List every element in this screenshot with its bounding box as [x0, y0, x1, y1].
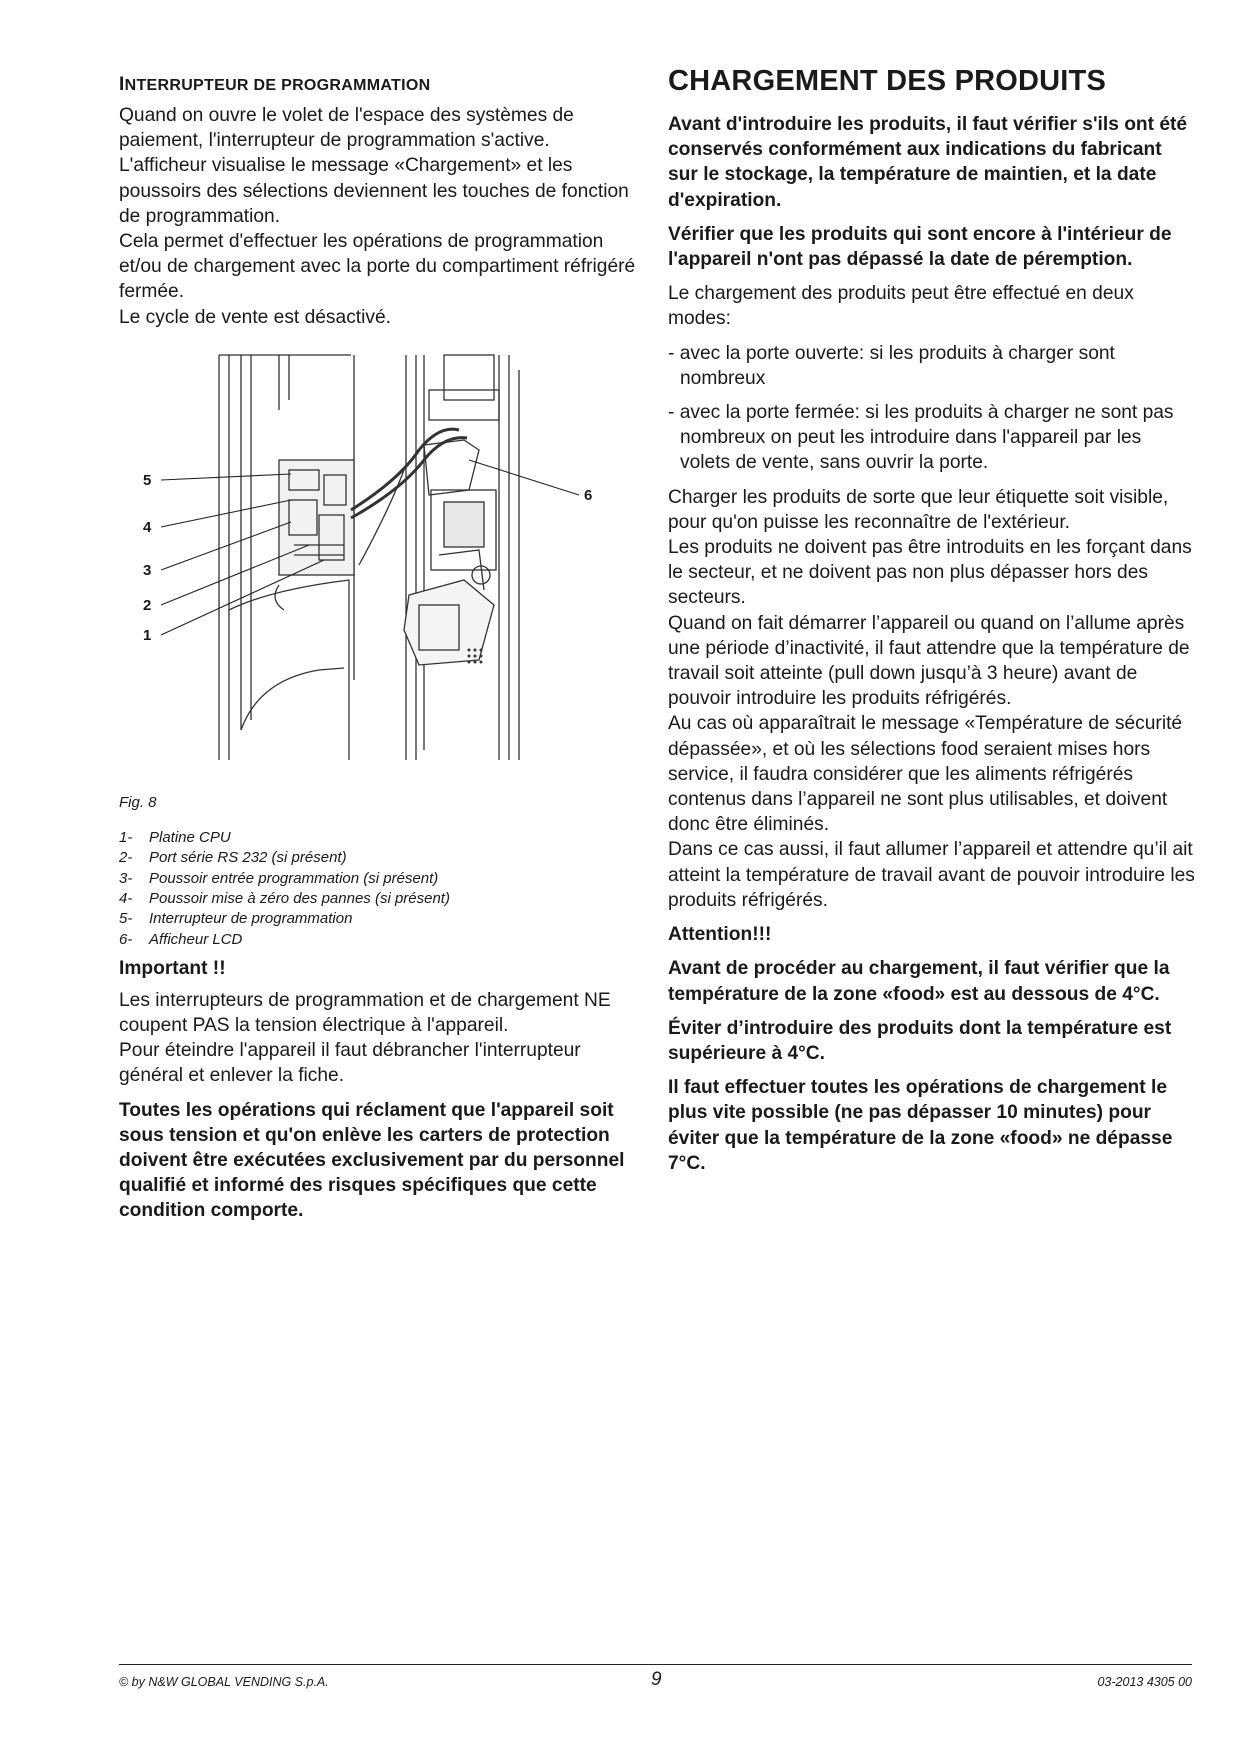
figure-8-illustration [119, 350, 639, 790]
legend-item: 2- Port série RS 232 (si présent) [119, 849, 347, 867]
expiry-check-paragraph: Vérifier que les produits qui sont encore à l'intérieur de l'appareil n'ont pas dépassé la date de péremption. [668, 223, 1172, 271]
body-paragraph-4: Au cas où apparaîtrait le message «Température de sécurité dépassée», et où les sélections food seraient mises hors service, il faudra considérer que les aliments réfrigérés contenus dans l’appareil ne sont plus utilisables, et doivent donc être éliminés. [668, 713, 1183, 836]
body-paragraph-1: Charger les produits de sorte que leur étiquette soit visible, pour qu'on puisse les reconnaître de l'extérieur. [668, 486, 1169, 533]
important-heading: Important !! [119, 957, 226, 979]
intro-paragraph-2: Cela permet d'effectuer les opérations de programmation et/ou de chargement avec la porte du compartiment réfrigéré fermée. [119, 231, 636, 303]
modes-intro: Le chargement des produits peut être effectué en deux modes: [668, 283, 1134, 330]
page-footer [119, 1664, 1192, 1690]
intro-paragraph-3: Le cycle de vente est désactivé. [119, 306, 391, 328]
safety-warning: Toutes les opérations qui réclament que l'appareil soit sous tension et qu'on enlève les carters de protection doivent être exécutées exclusivement par du personnel qualifié et informé des risques spécifiques que cette condition comporte. [119, 1099, 625, 1222]
page-title: CHARGEMENT DES PRODUITS [668, 65, 1107, 97]
document-code: 03-2013 4305 00 [1097, 1675, 1192, 1689]
legend-item: 3- Poussoir entrée programmation (si présent) [119, 869, 439, 887]
storage-check-paragraph: Avant d'introduire les produits, il faut vérifier s'ils ont été conservés conformément aux indications du fabricant sur le stockage, la température de maintien, et la date d'expiration. [668, 114, 1188, 211]
attention-paragraph-1: Avant de procéder au chargement, il faut vérifier que la température de la zone «food» est au dessous de 4°C. [668, 958, 1170, 1005]
legend-item: 5- Interrupteur de programmation [119, 910, 353, 928]
left-column [119, 62, 639, 1224]
legend-item: 6- Afficheur LCD [119, 930, 243, 948]
figure-legend [119, 828, 639, 950]
callout-1: 1 [143, 626, 152, 644]
machine-interior-drawing [119, 350, 639, 770]
body-paragraph-5: Dans ce cas aussi, il faut allumer l’appareil et attendre qu’il ait atteint la température de travail avant de pouvoir introduire les produits réfrigérés. [668, 839, 1195, 911]
mode-closed-door: - avec la porte fermée: si les produits à charger ne sont pas nombreux on peut les introduire dans l'appareil par les volets de vente, sans ouvrir la porte. [668, 402, 1174, 474]
figure-caption: Fig. 8 [119, 793, 157, 811]
mode-open-door: - avec la porte ouverte: si les produits à charger sont nombreux [668, 342, 1115, 389]
legend-item: 1- Platine CPU [119, 829, 231, 847]
legend-item: 4- Poussoir mise à zéro des pannes (si présent) [119, 889, 450, 907]
callout-3: 3 [143, 561, 152, 579]
callout-4: 4 [143, 518, 152, 536]
attention-paragraph-2: Éviter d’introduire des produits dont la température est supérieure à 4°C. [668, 1017, 1172, 1064]
footer-copyright: © by N&W GLOBAL VENDING S.p.A. [119, 1675, 329, 1689]
callout-5: 5 [143, 471, 152, 489]
body-paragraph-3: Quand on fait démarrer l’appareil ou quand on l’allume après une période d’inactivité, il faut attendre que la température de travail soit atteinte (pull down jusqu’à 3 heure) avant de pouvoir introduire les produits réfrigérés. [668, 612, 1190, 710]
section-heading-programming-switch: INTERRUPTEUR DE PROGRAMMATION [119, 74, 431, 95]
attention-heading: Attention!!! [668, 924, 772, 946]
important-paragraph-2: Pour éteindre l'appareil il faut débrancher l'interrupteur général et enlever la fiche. [119, 1040, 581, 1087]
important-paragraph-1: Les interrupteurs de programmation et de chargement NE coupent PAS la tension électrique à l'appareil. [119, 989, 611, 1037]
intro-paragraph-1: Quand on ouvre le volet de l'espace des systèmes de paiement, l'interrupteur de programmation s'active. L'afficheur visualise le message «Chargement» et les poussoirs des sélections deviennent les touches de fonction de programmation. [119, 105, 629, 227]
page-number: 9 [651, 1669, 662, 1690]
callout-6: 6 [584, 486, 593, 504]
body-paragraph-2: Les produits ne doivent pas être introduits en les forçant dans le secteur, et ne doivent pas non plus dépasser hors des secteurs. [668, 537, 1192, 609]
attention-paragraph-3: Il faut effectuer toutes les opérations de chargement le plus vite possible (ne pas dépasser 10 minutes) pour éviter que la température de la zone «food» ne dépasse 7°C. [668, 1077, 1173, 1174]
right-column [668, 62, 1196, 1176]
callout-2: 2 [143, 596, 152, 614]
